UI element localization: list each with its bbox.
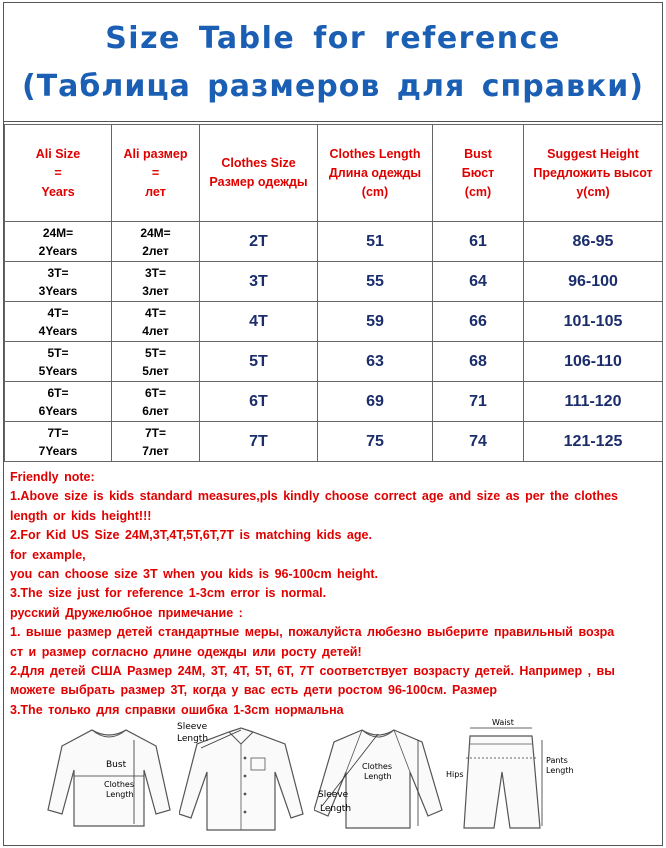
table-row (5, 222, 663, 262)
friendly-notes (10, 468, 660, 720)
table-header-row (5, 125, 663, 222)
title-english: Size Table for reference (105, 21, 561, 56)
label-sleeve-2: Sleeve (318, 790, 349, 800)
cell-suggest-height: 86-95 (524, 222, 663, 262)
table-row (5, 382, 663, 422)
label-bust: Bust (106, 760, 127, 770)
label-clothes: Clothes (104, 780, 134, 789)
cell-bust: 64 (433, 262, 524, 302)
note-line: 3.The size just for reference 1-3cm error is normal. (10, 586, 327, 601)
header-clothes-length: Clothes Length Длина одежды (cm) (318, 125, 433, 222)
cell-ali-size: 3T= 3Years (5, 262, 112, 302)
tshirt-outline-icon (44, 718, 174, 838)
label-length-2: Length (364, 772, 392, 781)
cell-bust: 66 (433, 302, 524, 342)
cell-clothes-length: 55 (318, 262, 433, 302)
cell-clothes-length: 75 (318, 422, 433, 462)
header-ali-size: Ali Size = Years (5, 125, 112, 222)
cell-clothes-size: 6T (200, 382, 318, 422)
cell-clothes-length: 69 (318, 382, 433, 422)
pants-diagram (444, 718, 574, 843)
cell-clothes-size: 2T (200, 222, 318, 262)
cell-suggest-height: 101-105 (524, 302, 663, 342)
cell-clothes-size: 3T (200, 262, 318, 302)
note-line: 1. выше размер детей стандартные меры, пожалуйста любезно выберите правильный возра (10, 625, 615, 640)
cell-clothes-length: 59 (318, 302, 433, 342)
cell-ali-size: 6T= 6Years (5, 382, 112, 422)
cell-clothes-size: 5T (200, 342, 318, 382)
shirt-diagram (179, 718, 309, 838)
tshirt-diagram (44, 718, 174, 838)
note-line: 2.Для детей США Размер 24M, 3T, 4T, 5T, 6T, 7T соответствует возрасту детей. Например , вы (10, 664, 615, 679)
cell-ali-size: 24M= 2Years (5, 222, 112, 262)
label-sleeve-length: Length (177, 734, 209, 744)
cell-bust: 74 (433, 422, 524, 462)
label-waist: Waist (492, 718, 514, 727)
note-line: можете выбрать размер 3T, когда у вас есть дети ростом 96-100см. Размер (10, 683, 498, 698)
header-ali-size-ru: Ali размер = лет (112, 125, 200, 222)
pants-outline-icon (444, 718, 574, 843)
note-line: русский Дружелюбное примечание : (10, 605, 243, 620)
cell-suggest-height: 96-100 (524, 262, 663, 302)
cell-bust: 68 (433, 342, 524, 382)
label-pants: Pants (546, 756, 568, 765)
label-hips: Hips (446, 770, 464, 779)
cell-clothes-length: 63 (318, 342, 433, 382)
label-sleeve-length-2: Length (320, 804, 352, 814)
cell-ali-size-ru: 7T= 7лет (112, 422, 200, 462)
title-russian: (Таблица размеров для справки) (21, 69, 645, 104)
cell-clothes-size: 4T (200, 302, 318, 342)
cell-ali-size-ru: 4T= 4лет (112, 302, 200, 342)
cell-clothes-size: 7T (200, 422, 318, 462)
note-line: 2.For Kid US Size 24M,3T,4T,5T,6T,7T is matching kids age. (10, 528, 372, 543)
table-row (5, 302, 663, 342)
header-bust: Bust Бюст (cm) (433, 125, 524, 222)
label-pants-length: Length (546, 766, 574, 775)
note-line: ст и размер согласно длине одежды или росту детей! (10, 644, 362, 659)
cell-bust: 71 (433, 382, 524, 422)
note-line: you can choose size 3T when you kids is 96-100cm height. (10, 567, 379, 582)
cell-ali-size: 7T= 7Years (5, 422, 112, 462)
cell-suggest-height: 106-110 (524, 342, 663, 382)
cell-suggest-height: 121-125 (524, 422, 663, 462)
note-line: 3.The только для справки ошибка 1-3cm нормальна (10, 702, 344, 717)
size-table (4, 124, 663, 462)
label-sleeve: Sleeve (177, 722, 208, 732)
cell-suggest-height: 111-120 (524, 382, 663, 422)
header-suggest-height: Suggest Height Предложить высот у(cm) (524, 125, 663, 222)
cell-clothes-length: 51 (318, 222, 433, 262)
table-row (5, 342, 663, 382)
note-line: Friendly note: (10, 470, 95, 484)
table-row (5, 262, 663, 302)
label-clothes-2: Clothes (362, 762, 392, 771)
cell-bust: 61 (433, 222, 524, 262)
label-length: Length (106, 790, 134, 799)
note-line: length or kids height!!! (10, 508, 152, 523)
cell-ali-size-ru: 6T= 6лет (112, 382, 200, 422)
cell-ali-size: 5T= 5Years (5, 342, 112, 382)
header-clothes-size: Clothes Size Размер одежды (200, 125, 318, 222)
title-divider (4, 121, 662, 122)
note-line: for example, (10, 547, 86, 562)
table-row (5, 422, 663, 462)
cell-ali-size: 4T= 4Years (5, 302, 112, 342)
measurement-diagrams (44, 718, 634, 843)
cell-ali-size-ru: 3T= 3лет (112, 262, 200, 302)
cell-ali-size-ru: 24M= 2лет (112, 222, 200, 262)
cell-ali-size-ru: 5T= 5лет (112, 342, 200, 382)
size-chart-frame (3, 2, 663, 846)
raglan-diagram (314, 718, 444, 843)
note-line: 1.Above size is kids standard measures,pls kindly choose correct age and size as per the clothes (10, 489, 619, 504)
